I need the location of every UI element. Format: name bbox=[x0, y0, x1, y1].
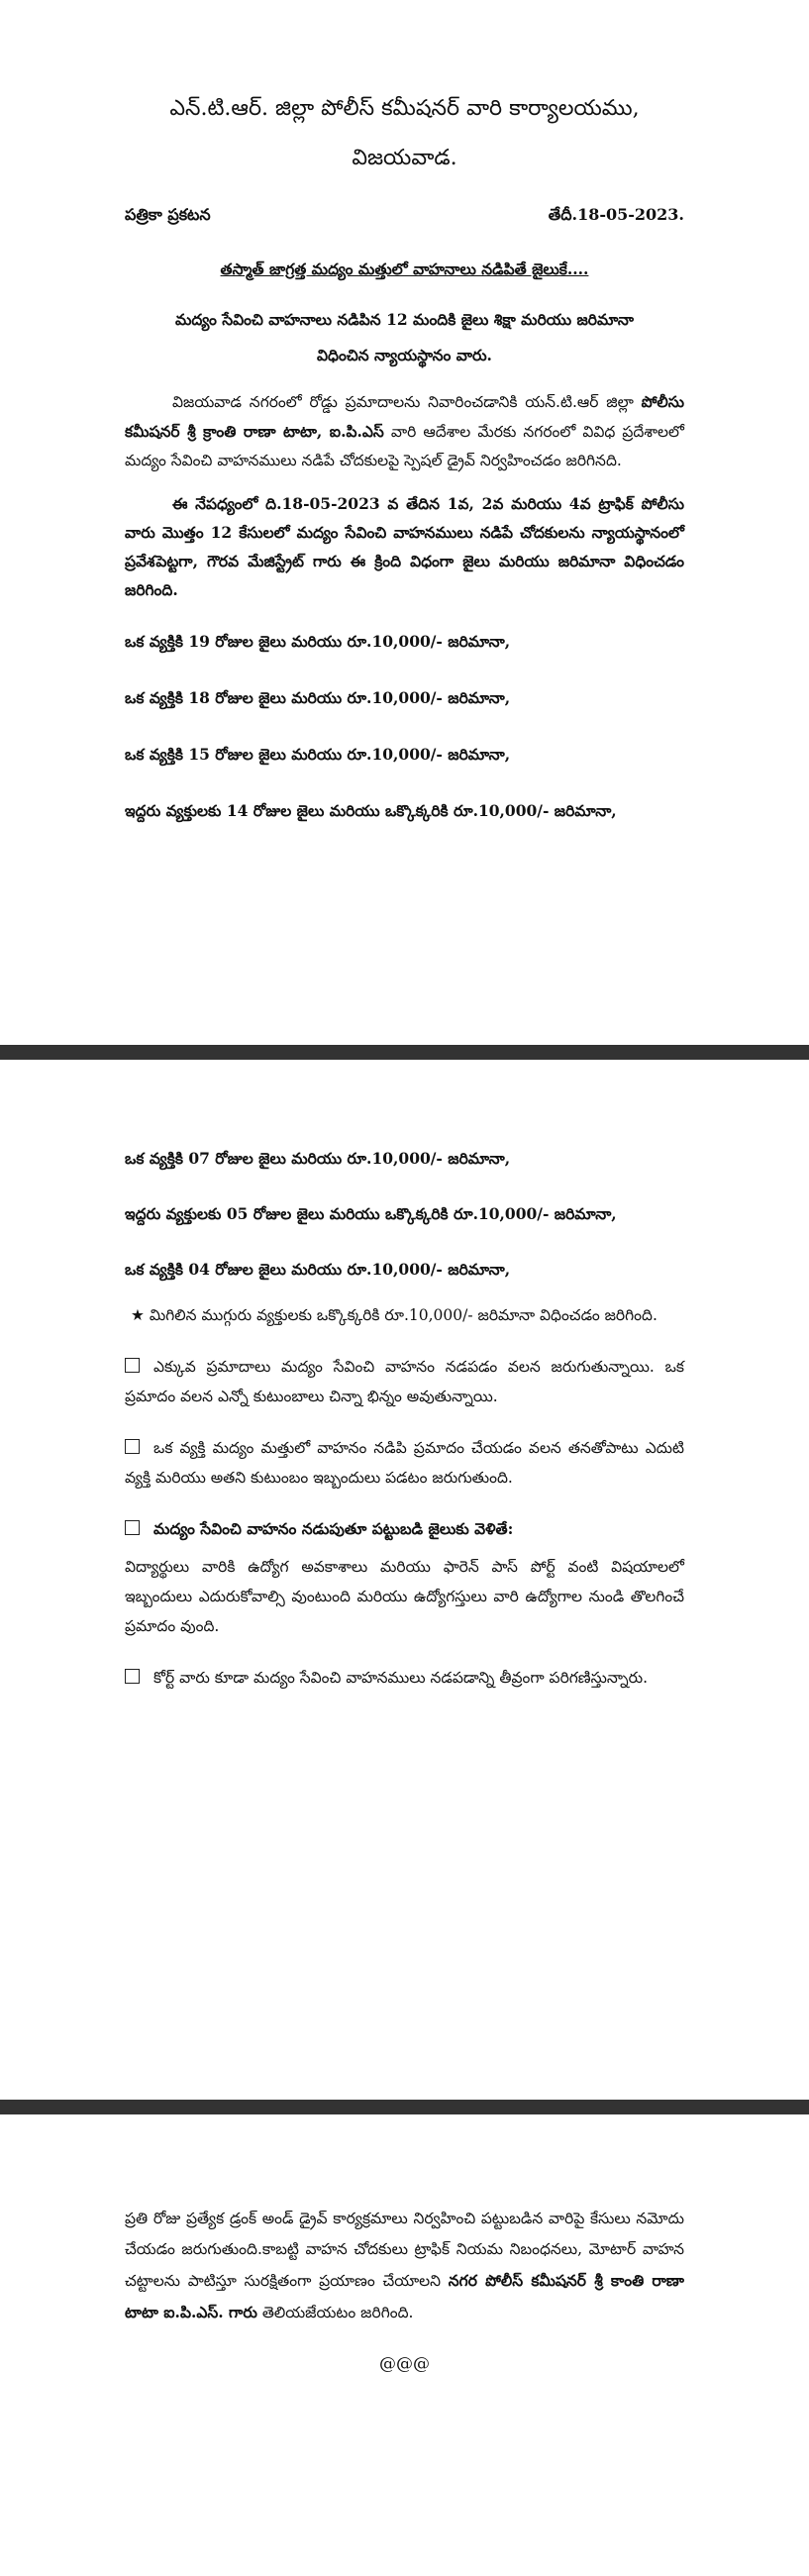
subheadline-line-2: విధించిన న్యాయస్థానం వారు. bbox=[317, 346, 492, 364]
remaining-fine-text: మిగిలిన ముగ్గురు వ్యక్తులకు ఒక్కొక్కరికి రూ.10,000/- జరిమానా విధించడం జరిగింది. bbox=[149, 1306, 657, 1324]
intro-text-2: వారి ఆదేశాల మేరకు నగరంలో వివిధ ప్రదేశాలలో మద్యం సేవించి వాహనములు నడిపే చోదకులపై స్పెషల్ డ్రైవ్ నిర్వహించడం జరిగినది. bbox=[125, 423, 684, 469]
checkbox-icon bbox=[125, 1358, 140, 1373]
cases-paragraph: ఈ నేపధ్యంలో ది.18-05-2023 వ తేదిన 1వ, 2వ మరియు 4వ ట్రాఫిక్ పోలీసు వారు మొత్తం 12 కేసులలో మద్యం సేవించి వాహనములు నడిపే చోదకులను న్యాయస్థానంలో ప్రవేశపెట్టగా, గౌరవ మేజిస్ట్రేట్ గారు ఈ క్రింది విధంగా జైలు మరియు జరిమానా విధించడం జరిగింది. bbox=[125, 494, 684, 599]
star-icon: ★ bbox=[131, 1306, 145, 1324]
sentence-line: ఒక వ్యక్తికి 04 రోజుల జైలు మరియు రూ.10,000/- జరిమానా, bbox=[125, 1260, 511, 1279]
press-label: పత్రికా ప్రకటన bbox=[125, 205, 211, 224]
bullet-item bbox=[125, 1433, 684, 1493]
office-city: విజయవాడ. bbox=[352, 146, 457, 170]
commissioner-name: నగర పోలీస్ కమీషనర్ శ్రీ కాంతి రాణా టాటా ఐ.పి.ఎస్. గారు bbox=[125, 2271, 684, 2321]
subheadline-line-1: మద్యం సేవించి వాహనాలు నడిపిన 12 మందికి జైలు శిక్షా మరియు జరిమానా bbox=[175, 310, 634, 329]
bullet-heading: మద్యం సేవించి వాహనం నడుపుతూ పట్టుబడి జైలుకు వెళితే: bbox=[153, 1519, 514, 1538]
page-2 bbox=[0, 1060, 809, 2100]
bullet-body: విద్యార్థులు వారికి ఉద్యోగ అవకాశాలు మరియు ఫారెన్ పాస్ పోర్ట్ వంటి విషయాలలో ఇబ్బందులు ఎదురుకోవాల్సి వుంటుంది మరియు ఉద్యోగస్తులు వారి ఉద్యోగాల నుండి తొలగించే ప్రమాదం వుంది. bbox=[125, 1558, 684, 1635]
checkbox-icon bbox=[125, 1669, 140, 1684]
bullet-item bbox=[125, 1352, 684, 1411]
press-row bbox=[125, 205, 684, 228]
closing-mark: @@@ bbox=[379, 2354, 430, 2374]
page-1-content bbox=[125, 84, 684, 824]
intro-text-1: విజయవాడ నగరంలో రోడ్డు ప్రమాదాలను నివారించడానికి యన్.టి.ఆర్ జిల్లా bbox=[172, 393, 642, 411]
bullet-text: ఒక వ్యక్తి మద్యం మత్తులో వాహనం నడిపి ప్రమాదం చేయడం వలన తనతోపాటు ఎదుటి వ్యక్తి మరియు అతని కుటుంబం ఇబ్బందులు పడటం జరుగుతుంది. bbox=[125, 1439, 684, 1487]
subheadline bbox=[125, 302, 684, 373]
press-date: తేదీ.18-05-2023. bbox=[548, 205, 684, 224]
intro-paragraph bbox=[125, 387, 684, 475]
headline: తస్మాత్ జాగ్రత్త మద్యం మత్తులో వాహనాలు నడిపితే జైలుకే.... bbox=[220, 259, 589, 278]
checkbox-icon bbox=[125, 1520, 140, 1535]
bullet-item bbox=[125, 1514, 684, 1544]
page-divider bbox=[0, 1045, 809, 1060]
sentence-line: ఒక వ్యక్తికి 19 రోజుల జైలు మరియు రూ.10,000/- జరిమానా, bbox=[125, 632, 511, 651]
sentence-line: ఇద్దరు వ్యక్తులకు 05 రోజుల జైలు మరియు ఒక్కొక్కరికి రూ.10,000/- జరిమానా, bbox=[125, 1204, 617, 1223]
page-3 bbox=[0, 2114, 809, 2576]
sentence-line: ఒక వ్యక్తికి 15 రోజుల జైలు మరియు రూ.10,000/- జరిమానా, bbox=[125, 745, 511, 764]
sentence-line: ఒక వ్యక్తికి 07 రోజుల జైలు మరియు రూ.10,000/- జరిమానా, bbox=[125, 1149, 511, 1168]
commissioner-name: పోలీసు కమీషనర్ శ్రీ క్రాంతి రాణా టాటా, ఐ.పి.ఎస్ bbox=[125, 392, 684, 441]
sentence-line: ఇద్దరు వ్యక్తులకు 14 రోజుల జైలు మరియు ఒక్కొక్కరికి రూ.10,000/- జరిమానా, bbox=[125, 801, 617, 820]
page-2-content bbox=[125, 1149, 684, 1693]
office-title: ఎన్.టి.ఆర్. జిల్లా పోలీస్ కమీషనర్ వారి కార్యాలయము, bbox=[169, 96, 640, 121]
bullet-text: ఎక్కువ ప్రమాదాలు మద్యం సేవించి వాహనం నడపడం వలన జరుగుతున్నాయి. ఒక ప్రమాదం వలన ఎన్నో కుటుంబాలు చిన్నా భిన్నం అవుతున్నాయి. bbox=[125, 1358, 684, 1405]
page-divider bbox=[0, 2100, 809, 2114]
page-1 bbox=[0, 0, 809, 1045]
checkbox-icon bbox=[125, 1439, 140, 1454]
remaining-fine-note bbox=[125, 1300, 684, 1330]
bullet-item bbox=[125, 1663, 684, 1693]
sentence-line: ఒక వ్యక్తికి 18 రోజుల జైలు మరియు రూ.10,000/- జరిమానా, bbox=[125, 688, 511, 707]
closing-text-2: తెలియజేయటం జరిగింది. bbox=[256, 2304, 414, 2321]
bullet-text: కోర్ట్ వారు కూడా మద్యం సేవించి వాహనములు నడపడాన్ని తీవ్రంగా పరిగణిస్తున్నారు. bbox=[153, 1669, 649, 1687]
closing-text-1: ప్రతి రోజు ప్రత్యేక డ్రంక్ అండ్ డ్రైవ్ కార్యక్రమాలు నిర్వహించి పట్టుబడిన వారిపై కేసులు నమోదు చేయడం జరుగుతుంది.కాబట్టి వాహన చోదకులు ట్రాఫిక్ నియమ నిబంధనలు, మోటార్ వాహన చట్టాలను పాటిస్తూ సురక్షితంగా ప్రయాణం చేయాలని bbox=[125, 2210, 684, 2290]
closing-paragraph bbox=[125, 2204, 684, 2328]
page-3-content bbox=[125, 2204, 684, 2374]
